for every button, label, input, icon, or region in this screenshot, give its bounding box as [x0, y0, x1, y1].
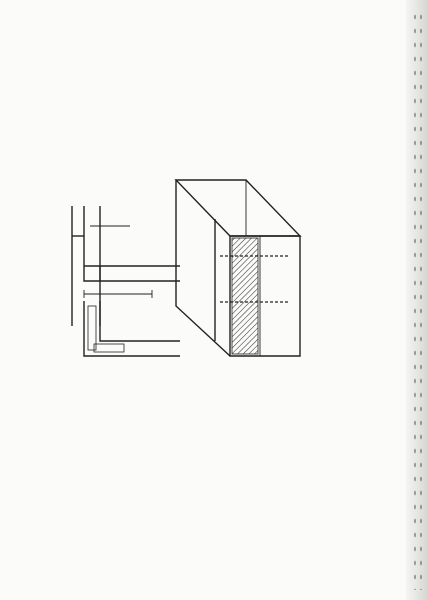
figure-corner-joint — [70, 176, 330, 368]
page-binding-edge — [406, 0, 428, 600]
left-view-frame — [84, 206, 180, 281]
hatched-joint — [232, 238, 258, 354]
